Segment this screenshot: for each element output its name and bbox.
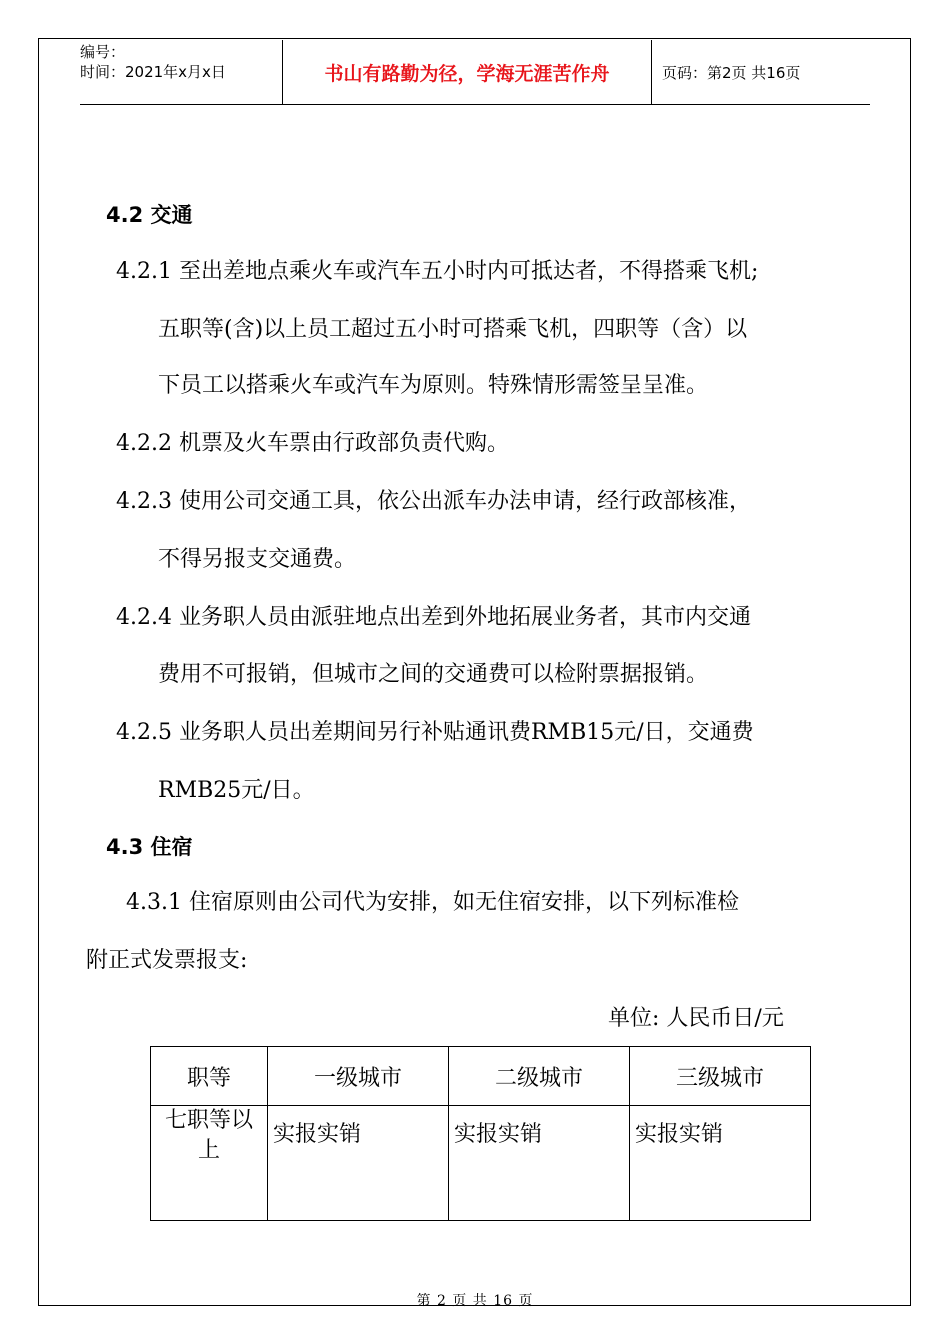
table-header-cell: 三级城市: [630, 1047, 811, 1106]
cell-text: 实报实销: [273, 1122, 362, 1147]
table-cell: [630, 1106, 811, 1221]
header-meta: [80, 40, 282, 104]
table-header-cell: 二级城市: [449, 1047, 630, 1106]
table-header-row: [151, 1047, 811, 1106]
paragraph-line: 4.2.4 业务职人员由派驻地点出差到外地拓展业务者，其市内交通: [116, 605, 751, 630]
header-motto: 书山有路勤为径，学海无涯苦作舟: [282, 40, 652, 104]
document-number-label: 编号：: [80, 43, 126, 61]
paragraph-line: 4.2.2 机票及火车票由行政部负责代购。: [116, 431, 509, 456]
paragraph-line: 下员工以搭乘火车或汽车为原则。特殊情形需签呈呈准。: [158, 373, 709, 398]
grade-text-line2: 上: [197, 1138, 220, 1163]
grade-text-line1: 七职等以: [164, 1108, 253, 1133]
table-row: [151, 1106, 811, 1221]
paragraph-line: 费用不可报销，但城市之间的交通费可以检附票据报销。: [158, 662, 709, 687]
header-divider: [80, 104, 870, 105]
cell-text: 实报实销: [635, 1122, 724, 1147]
section-heading-transport: 4.2 交通: [106, 203, 193, 227]
paragraph-line: 五职等(含)以上员工超过五小时可搭乘飞机，四职等（含）以: [158, 317, 748, 342]
table-cell-grade: [151, 1106, 268, 1221]
table-unit-note: 单位: 人民币日/元: [608, 1006, 784, 1031]
table-header-cell: 一级城市: [268, 1047, 449, 1106]
table-header-cell: 职等: [151, 1047, 268, 1106]
paragraph-line: 4.2.1 至出差地点乘火车或汽车五小时内可抵达者，不得搭乘飞机;: [116, 259, 759, 284]
page-footer: 第 2 页 共 16 页: [416, 1293, 534, 1309]
cell-text: 实报实销: [454, 1122, 543, 1147]
paragraph-line: RMB25元/日。: [158, 778, 315, 803]
section-heading-lodging: 4.3 住宿: [106, 835, 193, 859]
paragraph-line: 4.2.5 业务职人员出差期间另行补贴通讯费RMB15元/日，交通费: [116, 720, 754, 745]
document-date: 时间：2021年x月x日: [80, 63, 226, 81]
table-cell: [449, 1106, 630, 1221]
header-page-info: 页码：第2页 共16页: [662, 63, 801, 82]
paragraph-line: 附正式发票报支:: [86, 948, 248, 973]
page-header: [80, 40, 870, 104]
table-cell: [268, 1106, 449, 1221]
lodging-rate-table: [150, 1046, 811, 1221]
paragraph-line: 不得另报支交通费。: [158, 547, 357, 572]
paragraph-line: 4.3.1 住宿原则由公司代为安排，如无住宿安排，以下列标准检: [126, 890, 739, 915]
paragraph-line: 4.2.3 使用公司交通工具，依公出派车办法申请，经行政部核准，: [116, 489, 751, 514]
